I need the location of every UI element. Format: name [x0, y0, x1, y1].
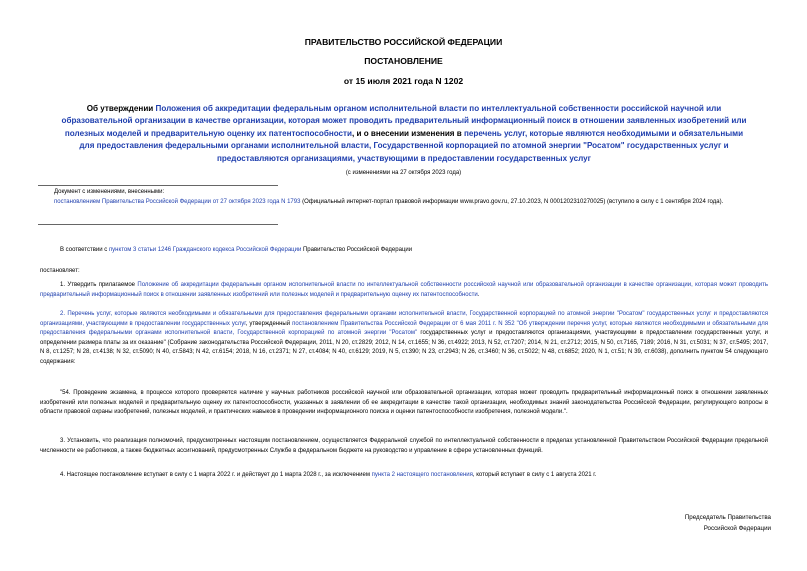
title-middle: , и о внесении изменения в: [352, 128, 465, 138]
item-1-end: .: [477, 291, 480, 298]
item-2-resolution-352-link[interactable]: постановлением Правительства Российской Федерации от 6 мая 2011 г. N 352 "Об утверждении перечня услуг, которые являются необходимыми и обязательными для предоставления федеральными органами исполнительной власти, Государственной корпорацией по атомной энергии "Росатом": [40, 320, 769, 337]
document-date-number: от 15 июля 2021 года N 1202: [343, 76, 464, 86]
item-4-point-2-link[interactable]: пункта 2 настоящего постановления: [371, 472, 473, 478]
preamble-start: В соответствии с: [60, 247, 109, 253]
changes-info: [54, 198, 768, 208]
preamble-end: Правительство Российской Федерации: [301, 247, 413, 253]
changes-intro: Документ с изменениями, внесенными:: [54, 189, 165, 195]
preamble: [40, 246, 768, 256]
signature-org: Российской Федерации: [703, 525, 771, 532]
amendment-link[interactable]: постановлением Правительства Российской Федерации от 27 октября 2023 года N 1793: [54, 199, 301, 205]
item-2-text-2: государственных услуг и предоставляются организациями, участвующими в предоставлении государственных услуг, и определении размера платы за их оказание" (Собрание законодательства Российской Федерации, 2011, N 20, ст.2829; 2012, N 14, ст.1655; N 36, ст.4922; 2013, N 52, ст.7207; 2014, N 21, ст.2712; 2015, N 50, ст.7165, 7189; 2016, N 31, ст.5031; N 37, ст.5495; 2017, N 8, ст.1257; N 28, ст.4138; N 32, ст.5090; N 40, ст.5843; N 42, ст.6154; 2018, N 16, ст.2371; N 27, ст.4084; N 40, ст.6129; 2019, N 5, ст.390; N 23, ст.2943; N 26, ст.3460; N 36, ст.5022; N 48, ст.6852; 2020, N 1, ст.51; N 39, ст.6038), дополнить пунктом 54 следующего содержания:: [40, 330, 768, 365]
decrees-word: постановляет:: [40, 268, 80, 274]
title-link-regulation[interactable]: Положения об аккредитации федеральным органом исполнительной власти по интеллектуальной собственности российской научной или образовательной организации в качестве организации, которая может проводить предварительный информационный поиск в отношении заявленных изобретений или полезных моделей и предварительную оценку их патентоспособности: [61, 104, 747, 138]
document-type: ПОСТАНОВЛЕНИЕ: [364, 56, 443, 66]
item-4-start: 4. Настоящее постановление вступает в силу с 1 марта 2022 г. и действует до 1 марта 2028 г., за исключением: [60, 472, 372, 478]
item-54-quote: "54. Проведение экзамена, в процессе которого проверяется наличие у научных работников российской научной или образовательной организации, которая может проводить предварительный информационный поиск в отношении заявленных изобретений или полезных моделей и предварительную оценку их патентоспособности, указанных в заявлении об ее аккредитации в качестве такой организации, необходимых знаний законодательства Российской Федерации, регулирующего вопросы в области правовой охраны изобретений, полезных моделей, и практических навыков в проведении информационного поиска и оценки патентоспособности изобретения, полезной модели.".: [40, 390, 768, 416]
civil-code-link[interactable]: пунктом 3 статьи 1246 Гражданского кодекса Российской Федерации: [108, 247, 302, 253]
item-4: [40, 471, 768, 481]
title-link-services-list[interactable]: перечень услуг, которые являются необходимыми и обязательными для предоставления федеральными органами исполнительной власти, Государственной корпорацией по атомной энергии "Росатом" государственных услуг и предоставляются организациями, участвующими в предоставлении государственных услуг: [79, 128, 744, 163]
document-title: [58, 103, 750, 165]
item-1: [40, 281, 768, 300]
item-2-services-list-link[interactable]: 2. Перечень услуг, которые являются необходимыми и обязательными для предоставления федеральными органами исполнительной власти, Государственной корпорацией по атомной энергии "Росатом" государственных услуг и предоставляются организациями, участвующими в предоставлении государственных услуг: [40, 311, 768, 327]
signature-title: Председатель Правительства: [684, 514, 771, 521]
item-2-text-1: , утвержденный: [245, 320, 293, 327]
government-name: ПРАВИТЕЛЬСТВО РОССИЙСКОЙ ФЕДЕРАЦИИ: [304, 37, 503, 47]
item-3: 3. Установить, что реализация полномочий, предусмотренных настоящим постановлением, осуществляется Федеральной службой по интеллектуальной собственности в пределах установленной Правительством Российской Федерации предельной численности ее работников, а также бюджетных ассигнований, предусмотренных Службе в федеральном бюджете на руководство и управление в сфере установленных функций.: [40, 438, 768, 454]
title-prefix: Об утверждении: [86, 104, 156, 113]
divider-bottom: [38, 224, 278, 225]
item-2: [40, 310, 768, 368]
edition-note: (с изменениями на 27 октября 2023 года): [345, 170, 462, 176]
item-1-regulation-link[interactable]: Положение об аккредитации федеральным органом исполнительной власти по интеллектуальной собственности российской научной или образовательной организации в качестве организации, которая может проводить предварительный информационный поиск в отношении заявленных изобретений или полезных моделей и предварительную оценку их патентоспособности: [40, 282, 769, 298]
item-4-end: , который вступает в силу с 1 августа 2021 г.: [472, 472, 597, 478]
item-1-start: 1. Утвердить прилагаемое: [60, 282, 138, 288]
divider-top: [38, 185, 278, 186]
amendment-details: (Официальный интернет-портал правовой информации www.pravo.gov.ru, 27.10.2023, N 0001202310270025) (вступило в силу с 1 сентября 2024 года).: [300, 199, 724, 205]
